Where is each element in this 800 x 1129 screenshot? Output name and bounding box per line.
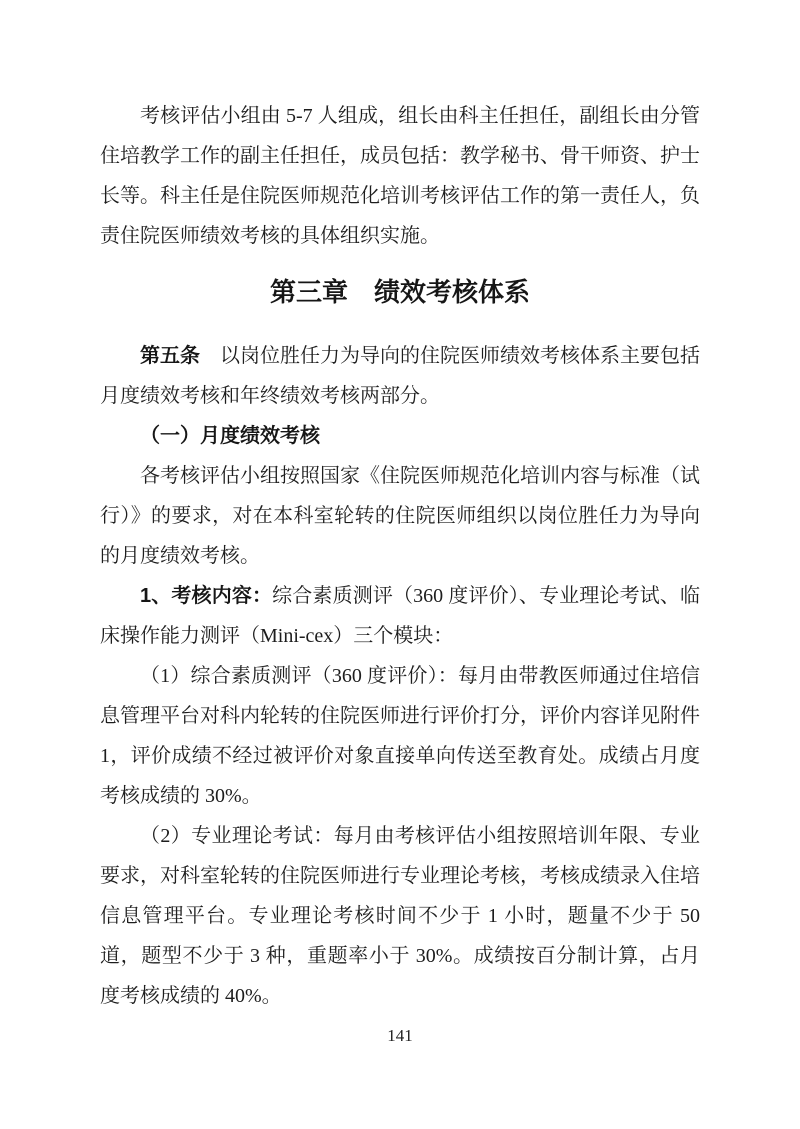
text-run: （1）综合素质测评（360 度评价）：每月由带教医师通过住培信息管理平台对科内轮转的住院医师进行评价打分，评价内容详见附件 1，评价成绩不经过被评价对象直接单向传送至教育处。成绩占月度考核成绩的 30%。: [100, 665, 700, 807]
document-body: [100, 96, 700, 1016]
paragraph-item-2-professional-theory-exam: [100, 816, 700, 1016]
paragraph-article-5: [100, 336, 700, 416]
page-number: 141: [387, 1026, 413, 1045]
chapter-heading-3: [100, 270, 700, 314]
text-run: 以岗位胜任力为导向的住院医师绩效考核体系主要包括月度绩效考核和年终绩效考核两部分。: [100, 345, 700, 407]
text-run: 各考核评估小组按照国家《住院医师规范化培训内容与标准（试行）》的要求，对在本科室轮转的住院医师组织以岗位胜任力为导向的月度绩效考核。: [100, 465, 700, 567]
text-run: 考核评估小组由 5-7 人组成，组长由科主任担任，副组长由分管住培教学工作的副主任担任，成员包括：教学秘书、骨干师资、护士长等。科主任是住院医师规范化培训考核评估工作的第一责任人，负责住院医师绩效考核的具体组织实施。: [100, 105, 700, 247]
emphasis-text-run: 第三章 绩效考核体系: [269, 277, 530, 307]
paragraph-assessment-content: [100, 576, 700, 656]
paragraph-monthly-assessment-overview: [100, 456, 700, 576]
paragraph-evaluation-group-composition: [100, 96, 700, 256]
text-run: （2）专业理论考试：每月由考核评估小组按照培训年限、专业要求，对科室轮转的住院医师进行专业理论考核，考核成绩录入住培信息管理平台。专业理论考核时间不少于 1 小时，题量不少于 50 道，题型不少于 3 种，重题率小于 30%。成绩按百分制计算，占月度考核成绩的 40%。: [100, 825, 700, 1007]
emphasis-text-run: （一）月度绩效考核: [140, 425, 320, 447]
emphasis-text-run: 第五条: [140, 345, 200, 367]
subheading-monthly-performance-assessment: [100, 416, 700, 456]
emphasis-text-run: 1、考核内容：: [140, 585, 273, 607]
paragraph-item-1-comprehensive-quality: [100, 656, 700, 816]
text-run: 综合素质测评（360 度评价）、专业理论考试、临床操作能力测评（Mini-cex）三个模块：: [100, 585, 701, 647]
